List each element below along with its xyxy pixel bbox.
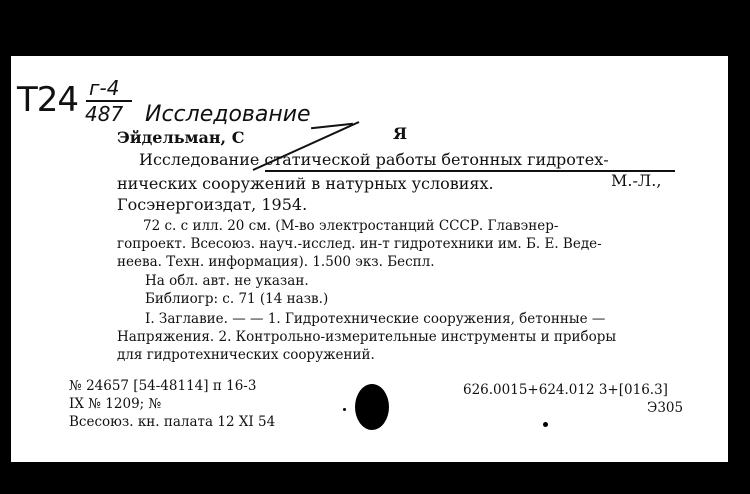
note-2: Библиогр: с. 71 (14 назв.) [145, 291, 329, 307]
footer-left-2: IX № 1209; № [69, 396, 162, 412]
place: М.-Л., [611, 171, 662, 190]
ink-speck [343, 408, 346, 411]
title-line-1: Исследование статической работы бетонных гидротех- [139, 150, 609, 169]
catalog-card [11, 56, 728, 462]
tracing-2: Напряжения. 2. Контрольно-измерительные инструменты и приборы [117, 329, 617, 345]
physical-desc-2: гопроект. Всесоюз. науч.-исслед. ин-т гидротехники им. Б. Е. Веде- [117, 236, 602, 252]
author-initial: Я [393, 124, 408, 143]
call-number-top: г-4 [89, 76, 120, 100]
call-number-bottom: 487 [85, 102, 124, 126]
strike-mark [247, 116, 367, 176]
footer-left-1: № 24657 [54-48114] п 16-3 [69, 378, 257, 394]
author-line: Эйдельман, С [117, 128, 245, 147]
ink-speck [543, 422, 548, 427]
handwritten-heading: Исследование [145, 102, 311, 127]
footer-left-3: Всесоюз. кн. палата 12 XI 54 [69, 414, 276, 430]
tracing-3: для гидротехнических сооружений. [117, 347, 375, 363]
punch-hole [355, 384, 389, 430]
footer-right-2: Э305 [647, 400, 684, 416]
physical-desc-3: неева. Техн. информация). 1.500 экз. Беспл. [117, 254, 435, 270]
note-1: На обл. авт. не указан. [145, 273, 309, 289]
call-number-main: T24 [17, 80, 79, 120]
title-line-2: нических сооружений в натурных условиях. [117, 174, 494, 193]
publisher-line: Госэнергоиздат, 1954. [117, 195, 308, 214]
footer-right-1: 626.0015+624.012 3+[016.3] [463, 382, 668, 398]
tracing-1: I. Заглавие. — — 1. Гидротехнические сооружения, бетонные — [145, 311, 606, 327]
physical-desc-1: 72 с. с илл. 20 см. (М-во электростанций СССР. Главэнер- [143, 218, 559, 234]
